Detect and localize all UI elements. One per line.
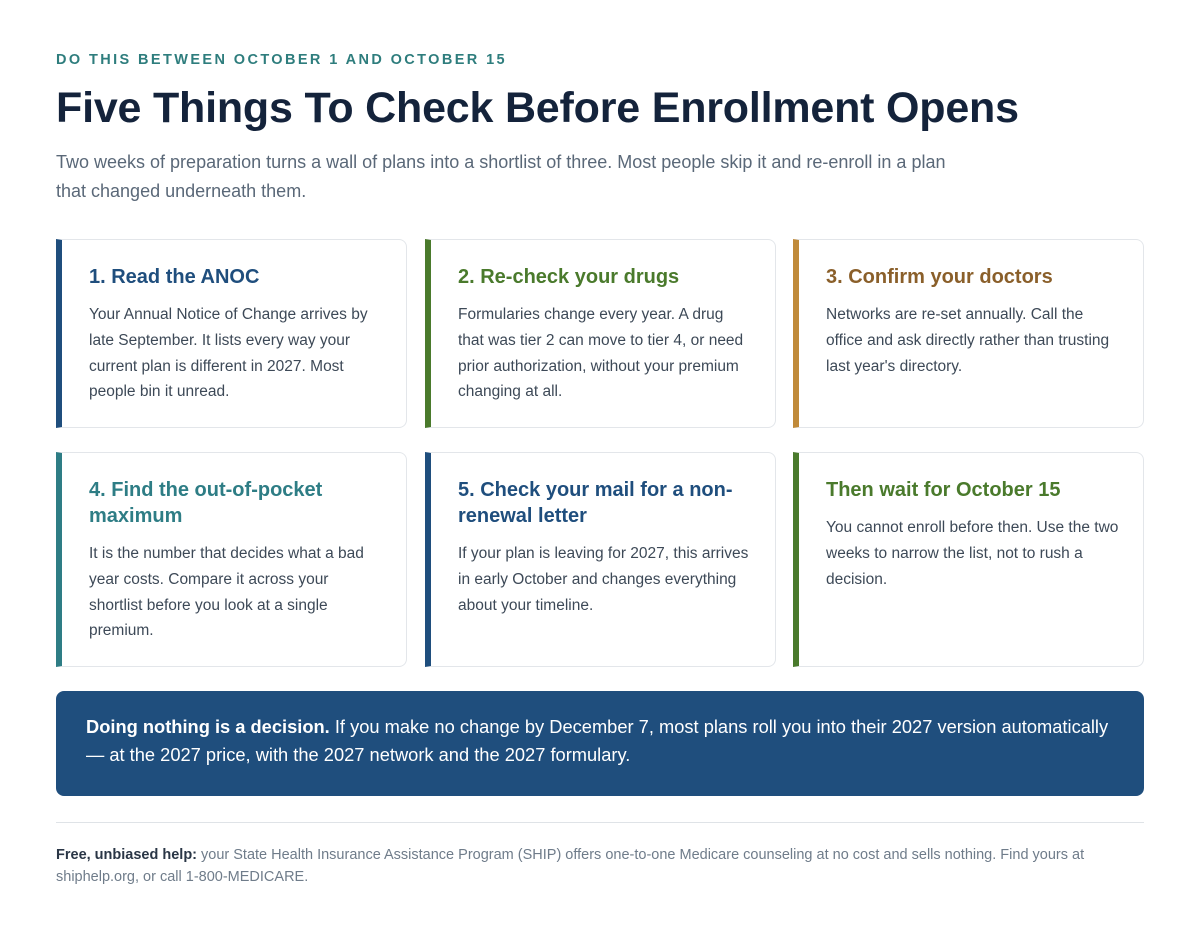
card-title: 1. Read the ANOC <box>89 266 260 288</box>
card-title: Then wait for October 15 <box>826 479 1061 501</box>
card-title: 2. Re-check your drugs <box>458 266 680 288</box>
card-body: Networks are re-set annually. Call the office and ask directly rather than trusting last year's directory. <box>826 306 1110 375</box>
card-title: 4. Find the out-of-pocket maximum <box>89 479 323 527</box>
card-confirm-doctors <box>793 239 1144 428</box>
eyebrow-date-range: DO THIS BETWEEN OCTOBER 1 AND OCTOBER 15 <box>56 52 508 68</box>
card-body: You cannot enroll before then. Use the two weeks to narrow the list, not to rush a decision. <box>826 519 1119 588</box>
callout-text: If you make no change by December 7, most plans roll you into their 2027 version automatically — at the 2027 price, with the 2027 network and the 2027 formulary. <box>86 716 1109 765</box>
card-body: Your Annual Notice of Change arrives by late September. It lists every way your current plan is different in 2027. Most people bin it unread. <box>89 306 368 401</box>
footer-divider <box>56 822 1144 823</box>
callout-lead: Doing nothing is a decision. <box>86 716 330 737</box>
card-title: 3. Confirm your doctors <box>826 266 1053 288</box>
card-body: Formularies change every year. A drug that was tier 2 can move to tier 4, or need prior authorization, without your premium changing at all. <box>458 306 744 401</box>
card-recheck-drugs <box>425 239 776 428</box>
card-out-of-pocket-max <box>56 452 407 667</box>
card-non-renewal-letter <box>425 452 776 667</box>
card-body: It is the number that decides what a bad year costs. Compare it across your shortlist before you look at a single premium. <box>89 545 364 640</box>
card-wait-october-15 <box>793 452 1144 667</box>
doing-nothing-callout <box>56 691 1144 796</box>
card-read-anoc <box>56 239 407 428</box>
card-title: 5. Check your mail for a non-renewal letter <box>458 479 733 527</box>
footer-lead: Free, unbiased help: <box>56 847 197 863</box>
page-subtitle: Two weeks of preparation turns a wall of plans into a shortlist of three. Most people skip it and re-enroll in a plan that changed underneath them. <box>56 152 946 201</box>
card-body: If your plan is leaving for 2027, this arrives in early October and changes everything about your timeline. <box>458 545 749 614</box>
page-title: Five Things To Check Before Enrollment Opens <box>56 84 1019 132</box>
footer-text: your State Health Insurance Assistance Program (SHIP) offers one-to-one Medicare counseling at no cost and sells nothing. Find yours at shiphelp.org, or call 1-800-MEDICARE. <box>56 847 1085 885</box>
footer-help-note <box>56 844 1144 888</box>
